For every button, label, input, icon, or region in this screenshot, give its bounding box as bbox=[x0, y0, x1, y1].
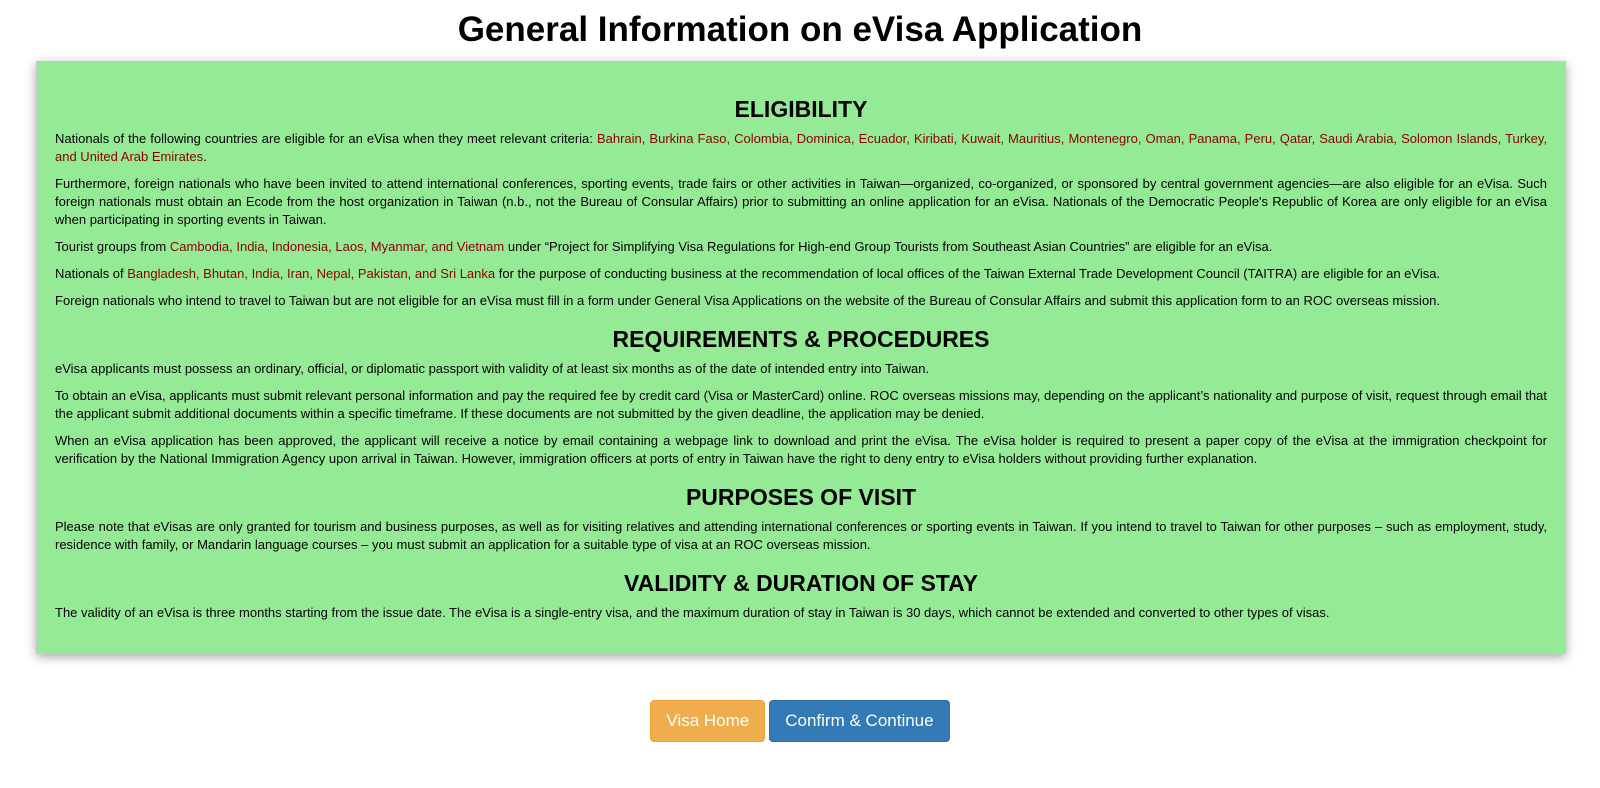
eligibility-text: Nationals of bbox=[55, 266, 128, 281]
tourist-group-countries-list: Cambodia, India, Indonesia, Laos, Myanmar, and Vietnam bbox=[169, 239, 505, 254]
validity-heading: VALIDITY & DURATION OF STAY bbox=[624, 570, 978, 596]
purposes-heading: PURPOSES OF VISIT bbox=[685, 484, 917, 510]
eligibility-paragraph-countries bbox=[55, 130, 1547, 166]
requirements-paragraph-approval: When an eVisa application has been approved, the applicant will receive a notice by email containing a webpage link to download and print the eVisa. The eVisa holder is required to present a paper copy of the eVisa at the immigration checkpoint for verification by the National Immigration Agency upon arrival in Taiwan. However, immigration officers at ports of entry in Taiwan have the right to deny entry to eVisa holders without providing further explanation. bbox=[55, 433, 1547, 466]
business-countries-list: Bangladesh, Bhutan, India, Iran, Nepal, Pakistan, and Sri Lanka bbox=[127, 266, 496, 281]
visa-home-button[interactable]: Visa Home bbox=[650, 700, 765, 742]
action-buttons bbox=[0, 700, 1600, 742]
purposes-paragraph: Please note that eVisas are only granted for tourism and business purposes, as well as for visiting relatives and attending international conferences or sporting events in Taiwan. If you intend to travel to Taiwan for other purposes – such as employment, study, residence with family, or Mandarin language courses – you must submit an application for a suitable type of visa at an ROC overseas mission. bbox=[55, 519, 1547, 552]
eligibility-paragraph-business bbox=[55, 265, 1547, 283]
requirements-paragraph-fee: To obtain an eVisa, applicants must submit relevant personal information and pay the required fee by credit card (Visa or MasterCard) online. ROC overseas missions may, depending on the applicant’s nationality and purpose of visit, request through email that the applicant submit additional documents within a specific timeframe. If these documents are not submitted by the given deadline, the application may be denied. bbox=[55, 388, 1547, 421]
requirements-paragraph-passport: eVisa applicants must possess an ordinary, official, or diplomatic passport with validity of at least six months as of the date of intended entry into Taiwan. bbox=[55, 361, 930, 376]
confirm-continue-button[interactable]: Confirm & Continue bbox=[769, 700, 949, 742]
eligibility-paragraph-tourist-groups bbox=[55, 238, 1547, 256]
eligibility-paragraph-invited: Furthermore, foreign nationals who have been invited to attend international conferences, sporting events, trade fairs or other activities in Taiwan—organized, co-organized, or sponsored by central government agencies—are also eligible for an eVisa. Such foreign nationals must obtain an Ecode from the host organization in Taiwan (n.b., not the Bureau of Consular Affairs) prior to submitting an online application for an eVisa. Nationals of the Democratic People's Republic of Korea are only eligible for an eVisa when participating in sporting events in Taiwan. bbox=[55, 176, 1547, 227]
eligibility-text: Nationals of the following countries are eligible for an eVisa when they meet relevant criteria: bbox=[55, 131, 597, 146]
page-title: General Information on eVisa Application bbox=[457, 10, 1143, 49]
eligibility-heading: ELIGIBILITY bbox=[734, 96, 868, 122]
eligibility-text: for the purpose of conducting business at the recommendation of local offices of the Taiwan External Trade Development Council (TAITRA) are eligible for an eVisa. bbox=[495, 266, 1441, 281]
eligibility-paragraph-not-eligible: Foreign nationals who intend to travel to Taiwan but are not eligible for an eVisa must fill in a form under General Visa Applications on the website of the Bureau of Consular Affairs and submit this application form to an ROC overseas mission. bbox=[55, 293, 1441, 308]
eligible-countries-list: Bahrain, Burkina Faso, Colombia, Dominica, Ecuador, Kiribati, Kuwait, Mauritius, Montenegro, Oman, Panama, Peru, Qatar, Saudi Arabia, Solomon Islands, Turkey, and United Arab Emirates bbox=[55, 131, 1547, 164]
requirements-heading: REQUIREMENTS & PROCEDURES bbox=[612, 326, 990, 352]
eligibility-text: Tourist groups from bbox=[55, 239, 170, 254]
validity-paragraph: The validity of an eVisa is three months starting from the issue date. The eVisa is a single-entry visa, and the maximum duration of stay in Taiwan is 30 days, which cannot be extended and converted to other types of visas. bbox=[55, 605, 1330, 620]
info-panel bbox=[36, 61, 1566, 654]
eligibility-text: . bbox=[203, 149, 207, 164]
eligibility-text: under “Project for Simplifying Visa Regulations for High-end Group Tourists from Southeast Asian Countries” are eligible for an eVisa. bbox=[504, 239, 1273, 254]
